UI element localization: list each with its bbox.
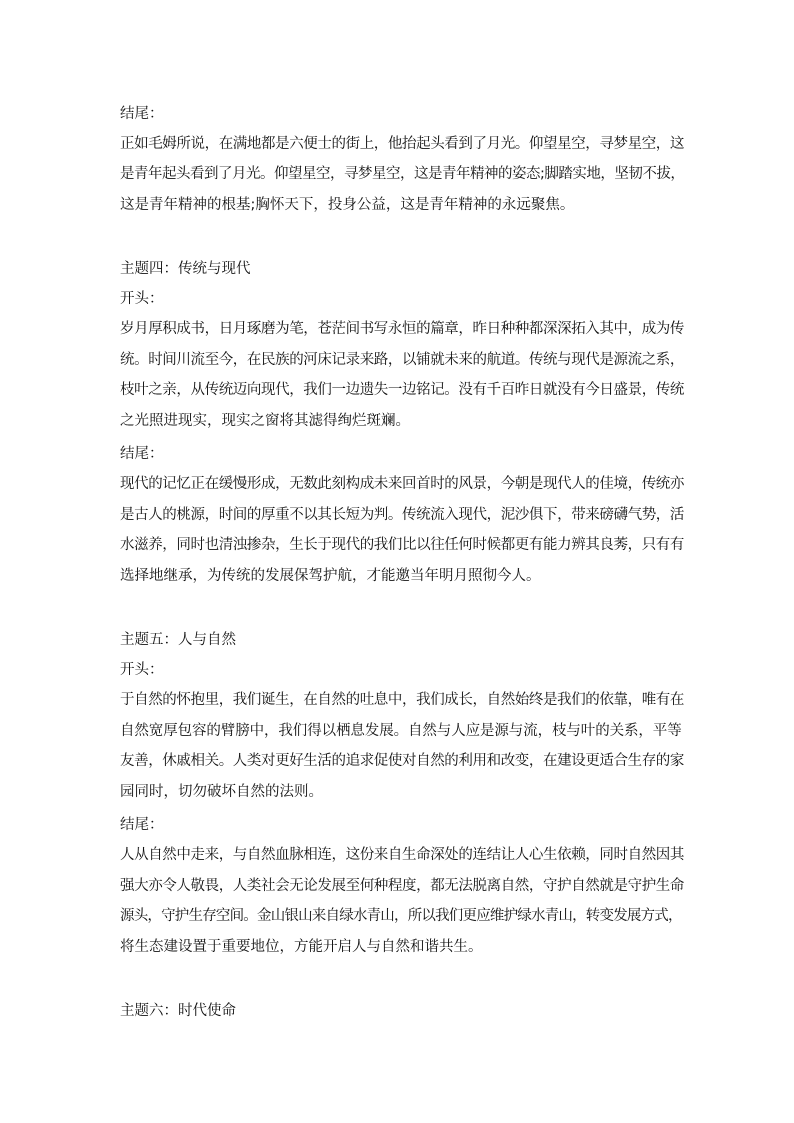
section-3-ending-line-2: 是青年起头看到了月光。仰望星空，寻梦星空，这是青年精神的姿态;脚踏实地，坚韧不拔， [120, 166, 685, 182]
section-3-ending-label: 结尾： [120, 106, 164, 122]
section-4-title: 主题四：传统与现代 [120, 261, 251, 277]
section-5-ending-line-4: 将生态建设置于重要地位，方能开启人与自然和谐共生。 [120, 939, 483, 955]
section-4-opening-label: 开头： [120, 291, 164, 307]
section-4-ending-line-1: 现代的记忆正在缓慢形成，无数此刻构成未来回首时的风景，今朝是现代人的佳境，传统亦 [120, 476, 684, 492]
section-6-title: 主题六：时代使命 [120, 1003, 236, 1019]
section-4-ending-line-2: 是古人的桃源，时间的厚重不以其长短为判。传统流入现代，泥沙俱下，带来磅礴气势，活 [120, 507, 684, 523]
section-4-ending-label: 结尾： [120, 446, 164, 462]
section-5-title: 主题五：人与自然 [120, 632, 236, 648]
section-4-opening-line-2: 统。时间川流至今，在民族的河床记录来路，以铺就未来的航道。传统与现代是源流之系， [120, 352, 684, 368]
section-5-opening-line-3: 友善，休戚相关。人类对更好生活的追求促使对自然的利用和改变，在建设更适合生存的家 [120, 753, 684, 769]
section-4-opening-line-4: 之光照进现实，现实之窗将其滤得绚烂斑斓。 [120, 413, 410, 429]
section-5-opening-label: 开头： [120, 662, 164, 678]
section-3-ending-line-3: 这是青年精神的根基;胸怀天下，投身公益，这是青年精神的永远聚焦。 [120, 197, 575, 213]
section-5-ending-line-1: 人从自然中走来，与自然血脉相连，这份来自生命深处的连结让人心生依赖，同时自然因其 [120, 847, 684, 863]
section-4-ending-line-4: 选择地继承，为传统的发展保驾护航，才能邀当年明月照彻今人。 [120, 568, 541, 584]
section-4-ending-line-3: 水滋养，同时也清浊掺杂，生长于现代的我们比以往任何时候都更有能力辨其良莠，只有有 [120, 537, 684, 553]
section-4-opening-line-1: 岁月厚积成书，日月琢磨为笔，苍茫间书写永恒的篇章，昨日种种都深深拓入其中，成为传 [120, 321, 684, 337]
section-3-ending-line-1: 正如毛姆所说，在满地都是六便士的街上，他抬起头看到了月光。仰望星空，寻梦星空，这 [120, 136, 684, 152]
section-5-ending-line-2: 强大亦令人敬畏，人类社会无论发展至何种程度，都无法脱离自然，守护自然就是守护生命 [120, 878, 684, 894]
section-4-opening-line-3: 枝叶之亲，从传统迈向现代，我们一边遗失一边铭记。没有千百昨日就没有今日盛景，传统 [120, 382, 684, 398]
section-5-opening-line-4: 园同时，切勿破坏自然的法则。 [120, 784, 323, 800]
section-5-opening-line-2: 自然宽厚包容的臂膀中，我们得以栖息发展。自然与人应是源与流，枝与叶的关系，平等 [120, 723, 682, 739]
section-5-ending-label: 结尾： [120, 817, 164, 833]
section-5-ending-line-3: 源头，守护生存空间。金山银山来自绿水青山，所以我们更应维护绿水青山，转变发展方式， [120, 908, 682, 924]
section-5-opening-line-1: 于自然的怀抱里，我们诞生，在自然的吐息中，我们成长，自然始终是我们的依靠，唯有在 [120, 692, 684, 708]
